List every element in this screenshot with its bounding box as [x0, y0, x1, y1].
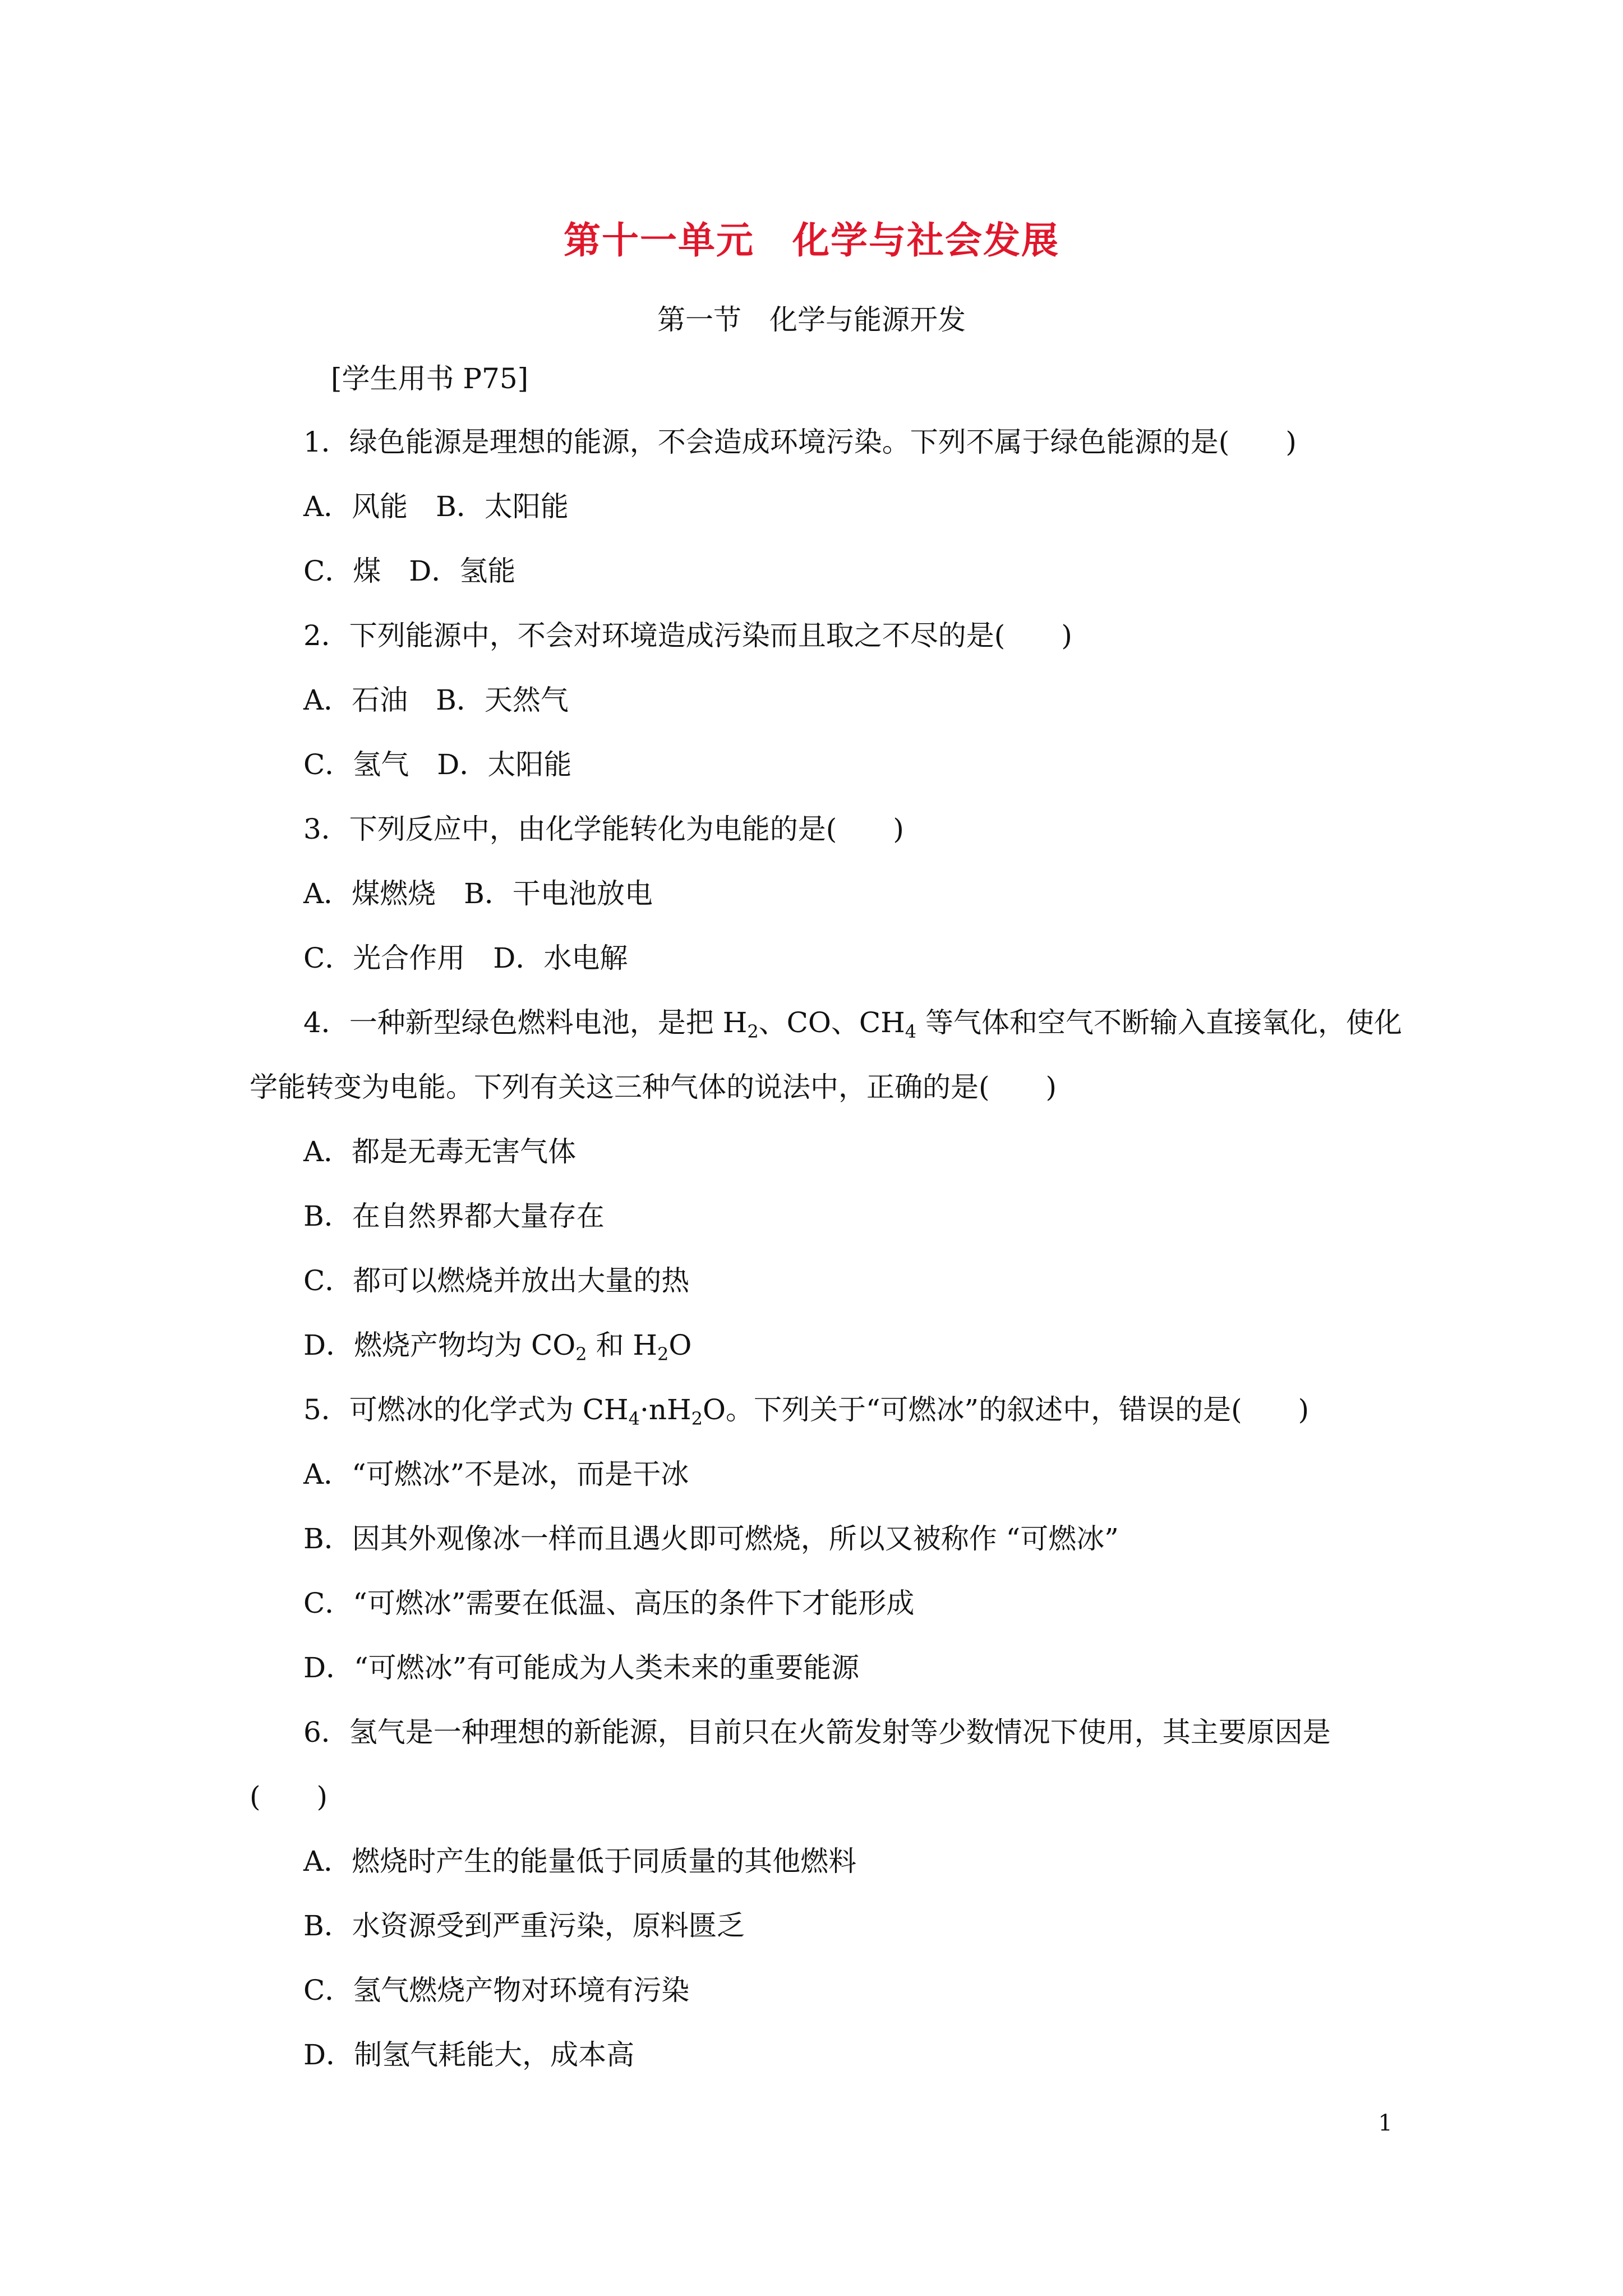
question-6-option-b: B．水资源受到严重污染，原料匮乏 — [303, 1910, 745, 1942]
question-2-stem: 2．下列能源中，不会对环境造成污染而且取之不尽的是( ) — [303, 619, 1072, 652]
question-3-option-ab: A．煤燃烧 B．干电池放电 — [303, 877, 653, 910]
question-5-option-b: B．因其外观像冰一样而且遇火即可燃烧，所以又被称作 “可燃冰” — [303, 1522, 1119, 1555]
question-1-stem: 1．绿色能源是理想的能源，不会造成环境污染。下列不属于绿色能源的是( ) — [303, 426, 1297, 458]
question-2-option-ab: A．石油 B．天然气 — [303, 684, 569, 716]
question-6-option-c: C．氢气燃烧产物对环境有污染 — [303, 1974, 690, 2007]
unit-title: 第十一单元 化学与社会发展 — [564, 218, 1059, 262]
question-4-option-a: A．都是无毒无害气体 — [303, 1135, 577, 1168]
textbook-reference: [学生用书 P75] — [331, 362, 529, 395]
section-title: 第一节 化学与能源开发 — [657, 303, 966, 336]
question-4-option-c: C．都可以燃烧并放出大量的热 — [303, 1264, 690, 1297]
question-5-option-a: A．“可燃冰”不是冰，而是干冰 — [303, 1458, 689, 1490]
question-5-stem: 5．可燃冰的化学式为 $CH_4\cdot nH_2O$。下列关于“可燃冰”的叙述中，错误的是( ) — [303, 1393, 1310, 1429]
question-5-option-c: C．“可燃冰”需要在低温、高压的条件下才能形成 — [303, 1587, 915, 1619]
question-3-stem: 3．下列反应中，由化学能转化为电能的是( ) — [303, 813, 904, 845]
question-1-option-cd: C．煤 D．氢能 — [303, 555, 516, 587]
question-6-stem: 6．氢气是一种理想的新能源，目前只在火箭发射等少数情况下使用，其主要原因是 — [303, 1716, 1331, 1749]
question-6-option-d: D．制氢气耗能大，成本高 — [303, 2039, 635, 2071]
question-4-stem: 4．一种新型绿色燃料电池，是把 $H_2$、CO、$CH_4$ 等气体和空气不断输入直接氧化，使化 — [303, 1006, 1403, 1042]
page-number: 1 — [1378, 2110, 1393, 2136]
question-2-option-cd: C．氢气 D．太阳能 — [303, 748, 572, 781]
question-4-option-d: D．燃烧产物均为 $CO_2$ 和 $H_2O$ — [303, 1329, 692, 1365]
question-6-option-a: A．燃烧时产生的能量低于同质量的其他燃料 — [303, 1845, 857, 1878]
question-3-option-cd: C．光合作用 D．水电解 — [303, 942, 628, 974]
question-1-option-ab: A．风能 B．太阳能 — [303, 490, 569, 523]
question-6-stem-continued: ( ) — [250, 1780, 328, 1813]
question-4-stem-continued: 学能转变为电能。下列有关这三种气体的说法中，正确的是( ) — [250, 1071, 1057, 1103]
question-5-option-d: D．“可燃冰”有可能成为人类未来的重要能源 — [303, 1651, 860, 1684]
question-4-option-b: B．在自然界都大量存在 — [303, 1200, 605, 1232]
